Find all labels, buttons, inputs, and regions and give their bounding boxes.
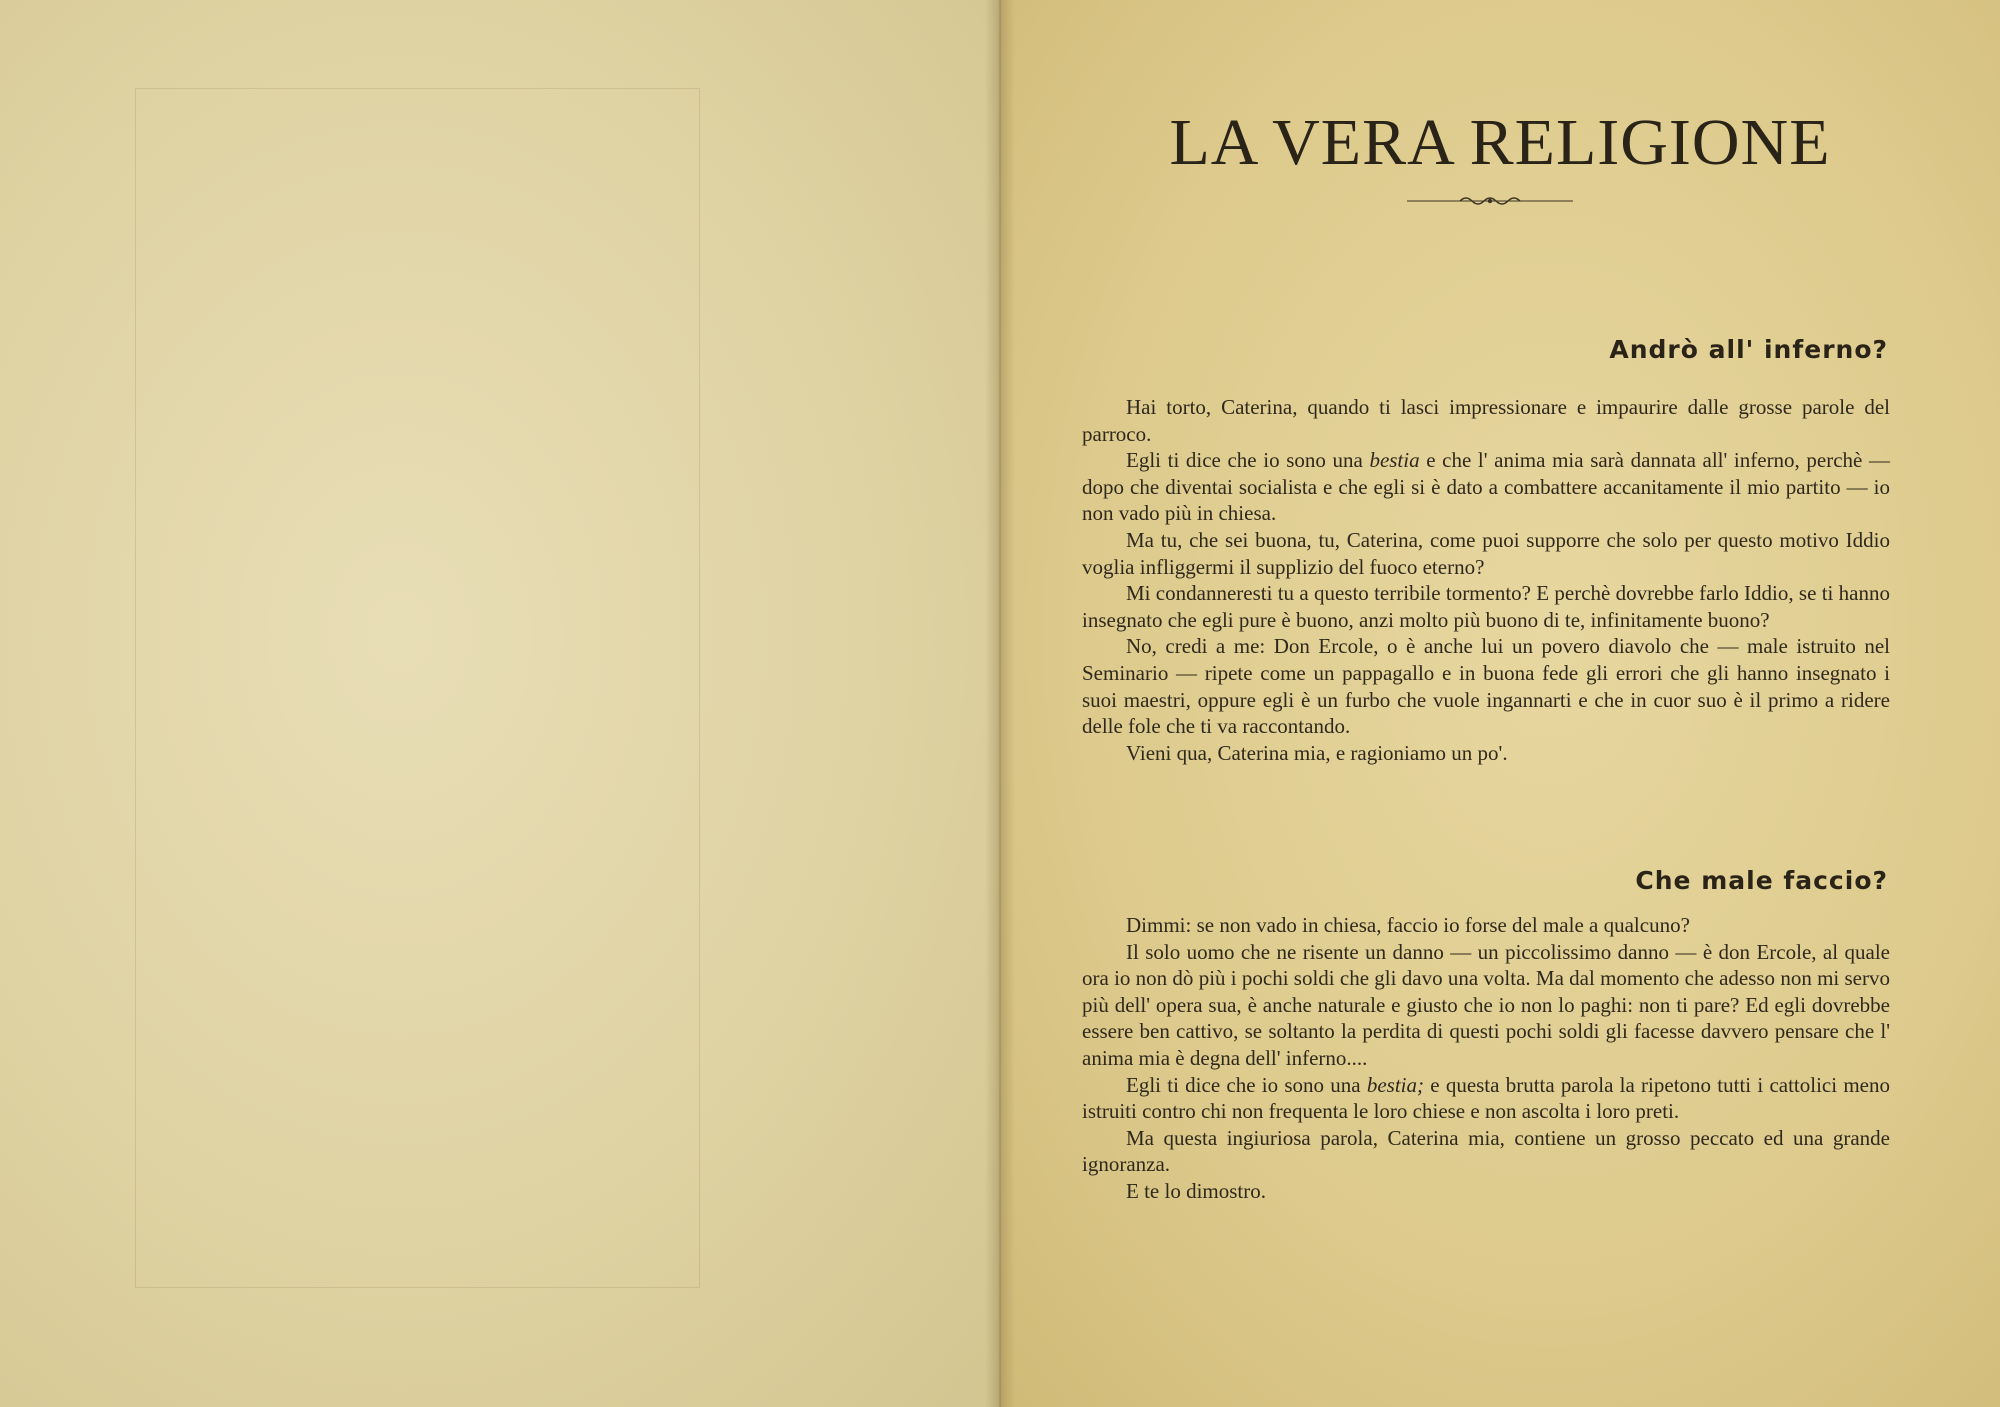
paragraph: [1082, 447, 1890, 527]
emphasized-word: bestia;: [1366, 1072, 1424, 1097]
emphasized-word: bestia: [1369, 448, 1420, 473]
paragraph-text: e questa brutta parola la ripetono tutti i cattolici meno istruiti contro chi non frequenta le loro chiese e non ascolta i loro preti.: [1082, 1072, 1890, 1124]
paragraph: Ma tu, che sei buona, tu, Caterina, come puoi supporre che solo per questo motivo Iddio voglia infliggermi il supplizio del fuoco eterno?: [1082, 527, 1890, 579]
section-heading-inferno: Andrò all' inferno?: [1609, 335, 1888, 364]
paragraph: Mi condanneresti tu a questo terribile tormento? E perchè dovrebbe farlo Iddio, se ti hanno insegnato che egli pure è buono, anzi molto più buono di te, infinitamente buono?: [1082, 581, 1890, 632]
section-body-male: [1082, 912, 1890, 1205]
left-page-plate-mark: [135, 88, 700, 1288]
paragraph-text: Egli ti dice che io sono una: [1126, 1072, 1367, 1097]
book-gutter: [985, 0, 1015, 1407]
paragraph-text: Egli ti dice che io sono una: [1126, 448, 1370, 473]
paragraph: Hai torto, Caterina, quando ti lasci impressionare e impaurire dalle grosse parole del parroco.: [1082, 395, 1890, 446]
paragraph: [1082, 1072, 1890, 1125]
paragraph: Vieni qua, Caterina mia, e ragioniamo un po'.: [1126, 740, 1508, 765]
title-ornament-icon: [1405, 193, 1575, 209]
paragraph-text: e che l' anima mia sarà dannata all' inferno, perchè — dopo che diventai socialista e che egli si è dato a combattere accanitamente il mio partito — io non vado più in chiesa.: [1082, 448, 1890, 526]
paragraph: Il solo uomo che ne risente un danno — un piccolissimo danno — è don Ercole, al quale ora io non dò più i pochi soldi che gli davo una volta. Ma dal momento che adesso non mi servo più dell' opera sua, è anche naturale e giusto che io non lo paghi: non ti pare? Ed egli dovrebbe essere ben cattivo, se soltanto la perdita di questi pochi soldi gli facesse davvero pensare che l' anima mia è degna dell' inferno....: [1082, 939, 1890, 1070]
section-heading-male: Che male faccio?: [1635, 866, 1888, 895]
page-title: LA VERA RELIGIONE: [1169, 106, 1831, 179]
paragraph: E te lo dimostro.: [1126, 1178, 1266, 1203]
section-body-inferno: [1082, 394, 1890, 766]
paragraph: Ma questa ingiuriosa parola, Caterina mia, contiene un grosso peccato ed una grande ignoranza.: [1082, 1125, 1890, 1177]
paragraph: No, credi a me: Don Ercole, o è anche lui un povero diavolo che — male istruito nel Seminario — ripete come un pappagallo e in buona fede gli errori che gli hanno insegnato i suoi maestri, oppure egli è un furbo che vuole ingannarti e che in cuor suo è il primo a ridere delle fole che ti va raccontando.: [1082, 634, 1890, 739]
paragraph: Dimmi: se non vado in chiesa, faccio io forse del male a qualcuno?: [1126, 913, 1690, 937]
